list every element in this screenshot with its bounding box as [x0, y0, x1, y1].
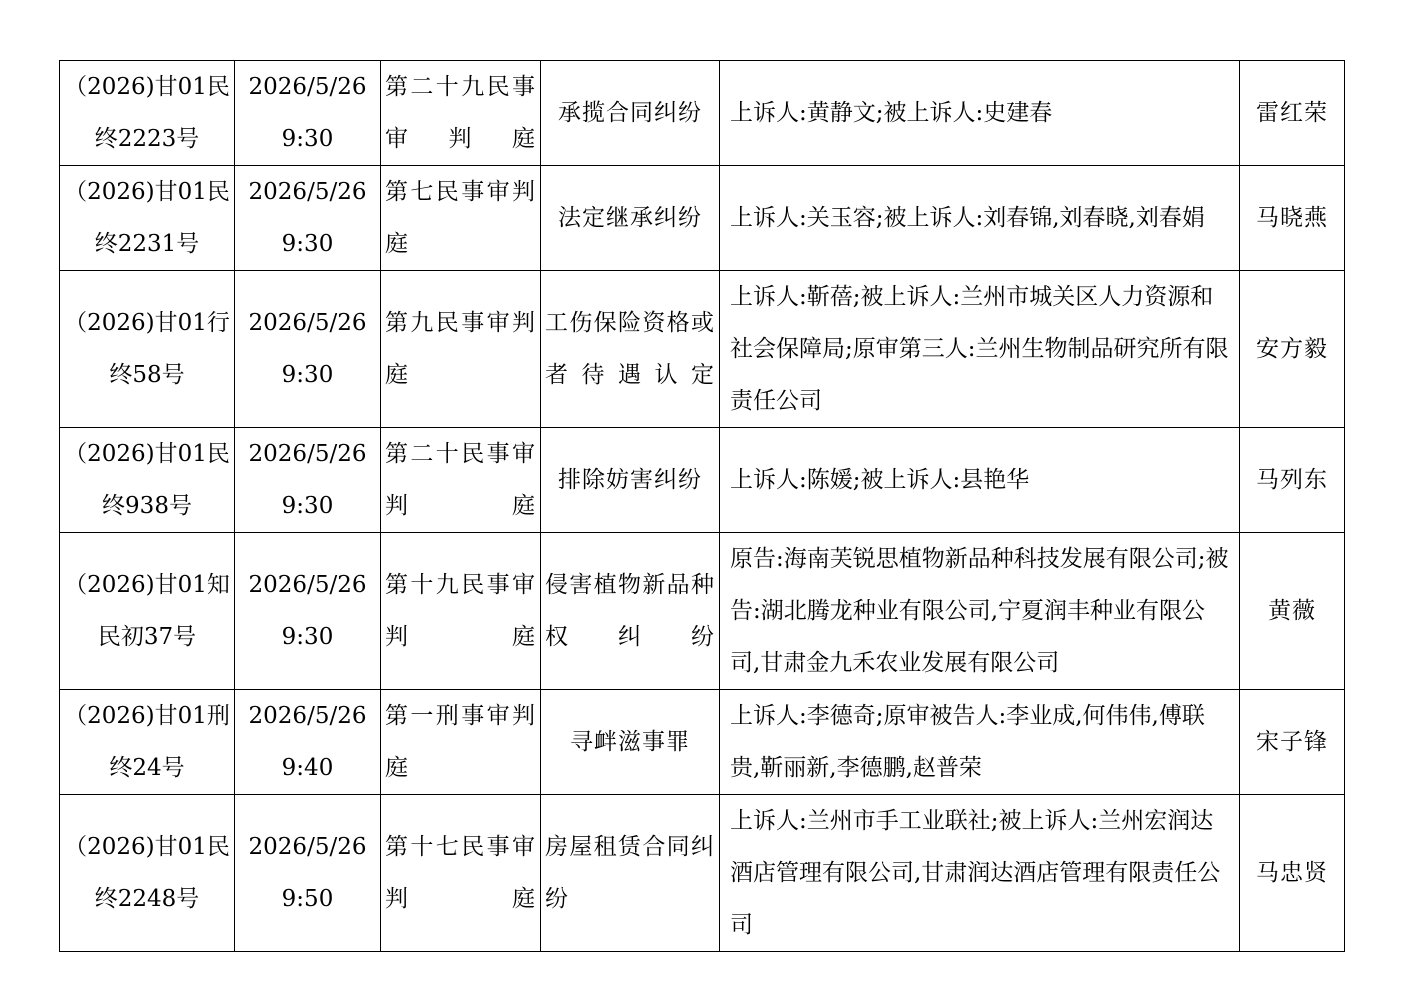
case-number-cell: （2026)甘01刑终24号: [60, 690, 235, 795]
case-cause-cell: 工伤保险资格或者待遇认定: [541, 271, 720, 428]
hearing-schedule-table: [59, 60, 1345, 952]
courtroom-cell: 第十七民事审判庭: [381, 795, 541, 952]
table-row: [60, 428, 1345, 533]
case-number-cell: （2026)甘01民终938号: [60, 428, 235, 533]
case-cause-cell: 排除妨害纠纷: [541, 428, 720, 533]
table-row: [60, 166, 1345, 271]
hearing-time-cell: 2026/5/26 9:30: [235, 61, 381, 166]
hearing-time-cell: 2026/5/26 9:30: [235, 533, 381, 690]
courtroom-cell: 第七民事审判庭: [381, 166, 541, 271]
parties-cell: 上诉人:关玉容;被上诉人:刘春锦,刘春晓,刘春娟: [720, 166, 1240, 271]
case-cause-cell: 法定继承纠纷: [541, 166, 720, 271]
presiding-judge-cell: 安方毅: [1240, 271, 1345, 428]
hearing-time-cell: 2026/5/26 9:30: [235, 166, 381, 271]
hearing-time-cell: 2026/5/26 9:40: [235, 690, 381, 795]
case-number-cell: （2026)甘01行终58号: [60, 271, 235, 428]
presiding-judge-cell: 宋子锋: [1240, 690, 1345, 795]
table-row: [60, 271, 1345, 428]
courtroom-cell: 第十九民事审判庭: [381, 533, 541, 690]
parties-cell: 上诉人:黄静文;被上诉人:史建春: [720, 61, 1240, 166]
case-number-cell: （2026)甘01知民初37号: [60, 533, 235, 690]
parties-cell: 上诉人:靳蓓;被上诉人:兰州市城关区人力资源和社会保障局;原审第三人:兰州生物制品研究所有限责任公司: [720, 271, 1240, 428]
presiding-judge-cell: 马忠贤: [1240, 795, 1345, 952]
courtroom-cell: 第二十民事审判庭: [381, 428, 541, 533]
case-cause-cell: 寻衅滋事罪: [541, 690, 720, 795]
case-cause-cell: 承揽合同纠纷: [541, 61, 720, 166]
hearing-time-cell: 2026/5/26 9:30: [235, 271, 381, 428]
courtroom-cell: 第二十九民事审判庭: [381, 61, 541, 166]
case-number-cell: （2026)甘01民终2223号: [60, 61, 235, 166]
case-number-cell: （2026)甘01民终2248号: [60, 795, 235, 952]
parties-cell: 上诉人:兰州市手工业联社;被上诉人:兰州宏润达酒店管理有限公司,甘肃润达酒店管理有限责任公司: [720, 795, 1240, 952]
table-row: [60, 533, 1345, 690]
table-row: [60, 795, 1345, 952]
presiding-judge-cell: 马晓燕: [1240, 166, 1345, 271]
table-row: [60, 690, 1345, 795]
parties-cell: 上诉人:陈媛;被上诉人:县艳华: [720, 428, 1240, 533]
courtroom-cell: 第一刑事审判庭: [381, 690, 541, 795]
case-cause-cell: 房屋租赁合同纠纷: [541, 795, 720, 952]
parties-cell: 上诉人:李德奇;原审被告人:李业成,何伟伟,傅联贵,靳丽新,李德鹏,赵普荣: [720, 690, 1240, 795]
hearing-time-cell: 2026/5/26 9:30: [235, 428, 381, 533]
table-row: [60, 61, 1345, 166]
hearing-time-cell: 2026/5/26 9:50: [235, 795, 381, 952]
presiding-judge-cell: 马列东: [1240, 428, 1345, 533]
courtroom-cell: 第九民事审判庭: [381, 271, 541, 428]
parties-cell: 原告:海南芙锐思植物新品种科技发展有限公司;被告:湖北腾龙种业有限公司,宁夏润丰种业有限公司,甘肃金九禾农业发展有限公司: [720, 533, 1240, 690]
case-number-cell: （2026)甘01民终2231号: [60, 166, 235, 271]
presiding-judge-cell: 雷红荣: [1240, 61, 1345, 166]
presiding-judge-cell: 黄薇: [1240, 533, 1345, 690]
case-cause-cell: 侵害植物新品种权纠纷: [541, 533, 720, 690]
